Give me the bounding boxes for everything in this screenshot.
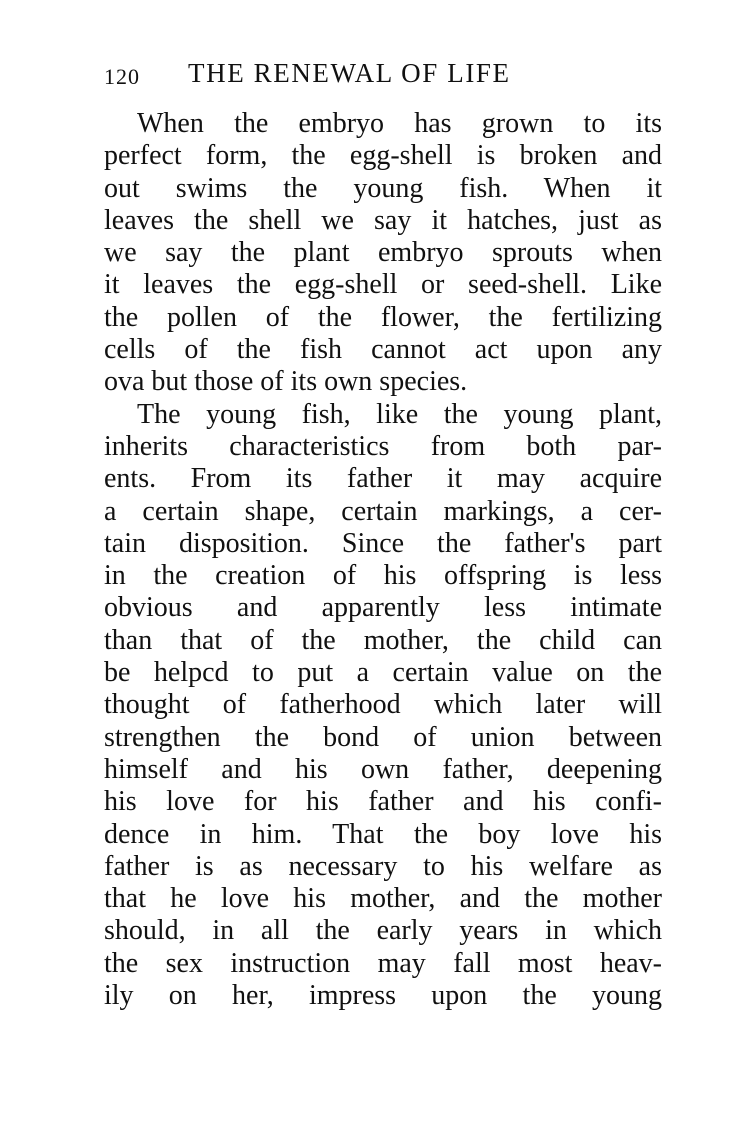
text-line: in the creation of his offspring is less xyxy=(104,560,662,592)
page-header xyxy=(104,58,664,92)
text-line: than that of the mother, the child can xyxy=(104,624,662,656)
text-line: ova but those of its own species. xyxy=(104,366,468,398)
text-line: dence in him. That the boy love his xyxy=(104,818,662,850)
text-line: inherits characteristics from both par- xyxy=(104,430,662,462)
text-line: himself and his own father, deepening xyxy=(104,753,662,785)
text-line: strengthen the bond of union between xyxy=(104,721,662,753)
text-line: his love for his father and his confi- xyxy=(104,786,662,818)
text-line: out swims the young fish. When it xyxy=(104,172,662,204)
text-line: be helpcd to put a certain value on the xyxy=(104,657,662,689)
text-line: that he love his mother, and the mother xyxy=(104,883,662,915)
text-line: tain disposition. Since the father's part xyxy=(104,527,662,559)
text-line: the sex instruction may fall most heav- xyxy=(104,947,662,979)
page-number: 120 xyxy=(104,64,140,89)
text-line: ents. From its father it may acquire xyxy=(104,463,662,495)
text-line: the pollen of the flower, the fertilizing xyxy=(104,301,662,333)
text-line: should, in all the early years in which xyxy=(104,915,662,947)
text-line: father is as necessary to his welfare as xyxy=(104,850,662,882)
text-line: thought of fatherhood which later will xyxy=(104,689,662,721)
text-line: we say the plant embryo sprouts when xyxy=(104,237,662,269)
text-line: leaves the shell we say it hatches, just as xyxy=(104,204,662,236)
text-line: perfect form, the egg-shell is broken and xyxy=(104,140,662,172)
text-line: The young fish, like the young plant, xyxy=(137,398,662,430)
text-line: When the embryo has grown to its xyxy=(137,108,662,139)
text-line: it leaves the egg-shell or seed-shell. Like xyxy=(104,269,662,301)
text-line: obvious and apparently less intimate xyxy=(104,592,662,624)
body-text xyxy=(104,108,662,1012)
text-line: cells of the fish cannot act upon any xyxy=(104,334,662,366)
running-title: THE RENEWAL OF LIFE xyxy=(188,58,511,88)
text-line: a certain shape, certain markings, a cer- xyxy=(104,495,662,527)
text-line: ily on her, impress upon the young xyxy=(104,980,662,1012)
